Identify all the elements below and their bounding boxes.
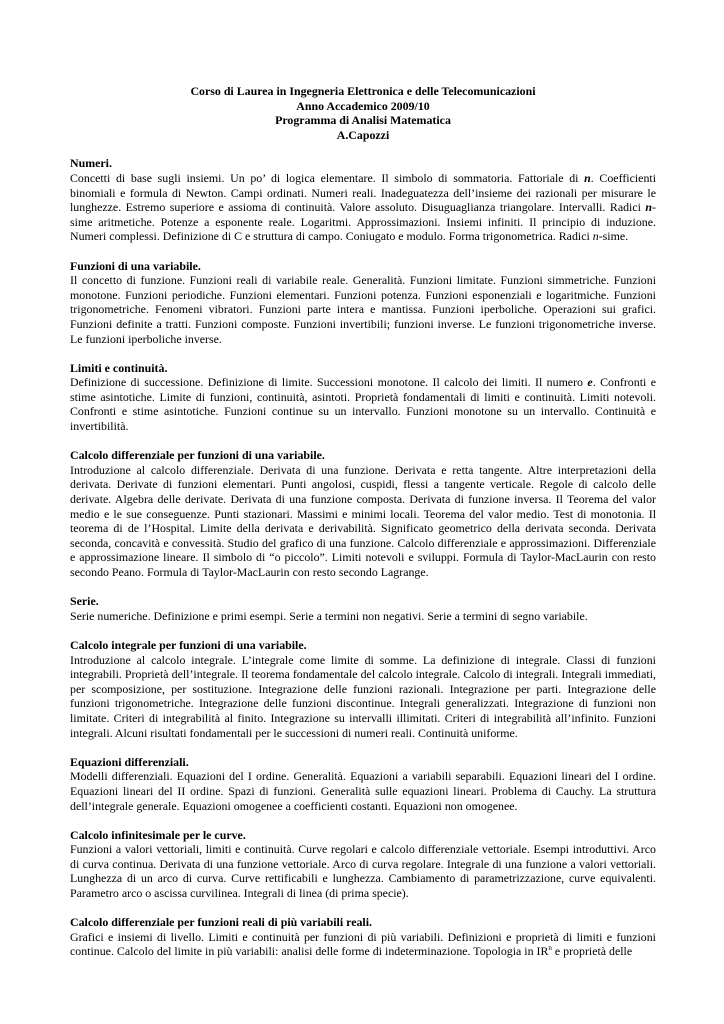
section-calcolo-integrale — [70, 638, 656, 740]
section-title: Serie. — [70, 594, 99, 609]
program-title: Programma di Analisi Matematica — [275, 113, 451, 128]
section-piu-variabili — [70, 915, 656, 959]
section-curve — [70, 828, 656, 901]
section-title: Calcolo integrale per funzioni di una variabile. — [70, 637, 307, 652]
superscript: n — [548, 944, 552, 953]
section-body — [70, 171, 656, 244]
section-body: Introduzione al calcolo differenziale. Derivata di una funzione. Derivata e retta tangente. Altre interpretazioni della derivata. Derivate di funzioni elementari. Punti angolosi, cuspidi, flessi a tangente verticale. Regole di calcolo delle derivate. Algebra delle derivate. Derivata di una funzione composta. Derivata di funzione inversa. Il Teorema del valor medio e le sue conseguenze. Punti stazionari. Massimi e minimi locali. Teorema del valor medio. Test di monotonia. Il teorema di de l’Hospital. Limite della derivata e derivabilità. Significato geometrico della derivata seconda. Derivata seconda, concavità e convessità. Studio del grafico di una funzione. Calcolo differenziale e approssimazioni. Differenziale e approssimazione lineare. Il simbolo di “o piccolo”. Limiti notevoli e sviluppi. Formula di Taylor-MacLaurin con resto secondo Peano. Formula di Taylor-MacLaurin con resto secondo Lagrange. — [70, 462, 656, 579]
math-variable: e — [587, 375, 593, 390]
text-run: -sime aritmetiche. Potenze a esponente reale. Logaritmi. Approssimazioni. Insiemi infiniti. Il principio di induzione. Numeri complessi. Definizione di C e struttura di campo. Coniugato e modulo. Forma trigonometrica. Radici — [70, 200, 656, 244]
section-equazioni-differenziali — [70, 755, 656, 813]
section-body: Modelli differenziali. Equazioni del I ordine. Generalità. Equazioni a variabili separabili. Equazioni lineari del I ordine. Equazioni lineari del II ordine. Spazi di funzioni. Generalità sulle equazioni lineari. Problema di Cauchy. La struttura dell’integrale generale. Equazioni omogenee a coefficienti costanti. Equazioni non omogenee. — [70, 769, 656, 813]
section-body: Introduzione al calcolo integrale. L’integrale come limite di somme. La definizione di integrale. Classi di funzioni integrabili. Proprietà dell’integrale. Il teorema fondamentale del calcolo integrale. Calcolo di integrali. Integrali immediati, per scomposizione, per sostituzione. Integrazione delle funzioni razionali. Integrazione per parti. Integrazione delle funzioni trigonometriche. Integrazione delle funzioni discontinue. Integrali generalizzati. Integrazione di funzioni non limitate. Criteri di integrabilità al finito. Integrazione su intervalli illimitati. Criteri di integrabilità all’infinito. Funzioni integrali. Alcuni risultati fondamentali per le successioni di numeri reali. Continuità uniforme. — [70, 652, 656, 740]
text-run: . Coefficienti binomiali e formula di Newton. Campi ordinati. Numeri reali. Inadeguatezza dell’insieme dei razionali per misurare le lunghezze. Estremo superiore e assioma di continuità. Valore assoluto. Disuguaglianza triangolare. Intervalli. Radici — [70, 170, 656, 215]
math-variable: n — [592, 229, 599, 244]
document-header — [70, 84, 656, 142]
section-body — [70, 930, 656, 959]
math-variable: n — [645, 200, 653, 215]
section-serie — [70, 594, 656, 623]
section-funzioni — [70, 259, 656, 347]
section-body: Il concetto di funzione. Funzioni reali di variabile reale. Generalità. Funzioni limitate. Funzioni simmetriche. Funzioni monotone. Funzioni periodiche. Funzioni elementari. Funzioni potenza. Funzioni esponenziali e logaritmiche. Funzioni trigonometriche. Fenomeni vibratori. Funzioni parte intera e mantissa. Funzioni iperboliche. Operazioni sui grafici. Funzioni definite a tratti. Funzioni composte. Funzioni invertibili; funzioni inverse. Le funzioni trigonometriche inverse. Le funzioni iperboliche inverse. — [70, 273, 656, 346]
section-limiti — [70, 361, 656, 434]
section-title: Funzioni di una variabile. — [70, 258, 201, 273]
math-variable: n — [584, 170, 591, 185]
section-body: Serie numeriche. Definizione e primi esempi. Serie a termini non negativi. Serie a termini di segno variabile. — [70, 608, 588, 623]
text-run: e proprietà delle — [551, 944, 633, 959]
text-run: . Confronti e stime asintotiche. Limite di funzioni, continuità, asintoti. Proprietà fondamentali di limiti e continuità. Limiti notevoli. Confronti e stime asintotiche. Funzioni continue su un intervallo. Funzioni monotone su un intervallo. Continuità e invertibilità. — [70, 375, 656, 434]
section-title: Limiti e continuità. — [70, 360, 168, 375]
text-run: -sime. — [598, 229, 629, 244]
section-title: Numeri. — [70, 156, 112, 171]
text-run: Grafici e insiemi di livello. Limiti e continuità per funzioni di più variabili. Definizioni e proprietà di limiti e funzioni continue. Calcolo del limite in più variabili: analisi delle forme di indeterminazione. Topologia in IR — [70, 929, 656, 959]
section-calcolo-differenziale — [70, 448, 656, 579]
section-title: Calcolo infinitesimale per le curve. — [70, 827, 246, 842]
section-title: Equazioni differenziali. — [70, 754, 189, 769]
academic-year: Anno Accademico 2009/10 — [296, 98, 430, 113]
section-title: Calcolo differenziale per funzioni reali di più variabili reali. — [70, 915, 372, 930]
course-title: Corso di Laurea in Ingegneria Elettronica e delle Telecomunicazioni — [190, 84, 536, 98]
section-title: Calcolo differenziale per funzioni di una variabile. — [70, 448, 325, 463]
section-body — [70, 375, 656, 433]
section-numeri — [70, 156, 656, 244]
author: A.Capozzi — [336, 127, 390, 142]
section-body: Funzioni a valori vettoriali, limiti e continuità. Curve regolari e calcolo differenziale vettoriale. Esempi introduttivi. Arco di curva continua. Derivata di una funzione vettoriale. Arco di curva regolare. Integrale di una funzione a valori vettoriali. Lunghezza di un arco di curva. Curve rettificabili e lunghezza. Cambiamento di parametrizzazione, curve equivalenti. Parametro arco o ascissa curvilinea. Integrali di linea (di prima specie). — [70, 842, 656, 901]
text-run: Definizione di successione. Definizione di limite. Successioni monotone. Il calcolo dei limiti. Il numero — [70, 375, 588, 390]
text-run: Concetti di base sugli insiemi. Un po’ di logica elementare. Il simbolo di sommatoria. Fattoriale di — [70, 170, 585, 185]
